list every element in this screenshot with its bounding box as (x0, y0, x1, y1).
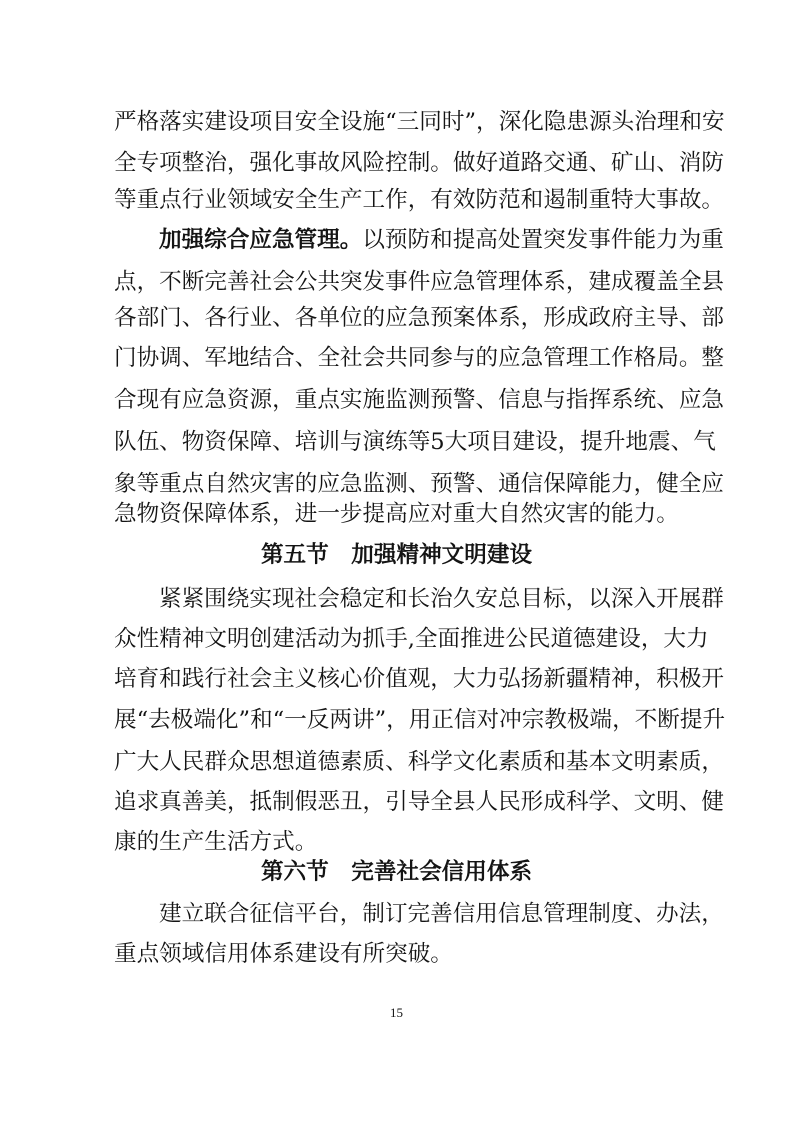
paragraph-line: 重点领域信用体系建设有所突破。 (114, 941, 453, 967)
paragraph-line: 合现有应急资源，重点实施监测预警、信息与指挥系统、应急 (114, 387, 725, 413)
paragraph-line: 象等重点自然灾害的应急监测、预警、通信保障能力，健全应 (114, 471, 725, 497)
paragraph-line: 康的生产生活方式。 (114, 829, 318, 855)
paragraph-line: 培育和践行社会主义核心价值观，大力弘扬新疆精神，积极开 (114, 666, 725, 692)
paragraph-line: 众性精神文明创建活动为抓手,全面推进公民道德建设，大力 (114, 626, 709, 652)
paragraph-line: 门协调、军地结合、全社会共同参与的应急管理工作格局。整 (114, 345, 725, 371)
paragraph-line: 追求真善美，抵制假恶丑，引导全县人民形成科学、文明、健 (114, 789, 725, 815)
paragraph-line: 展“去极端化”和“一反两讲”，用正信对冲宗教极端，不断提升 (114, 707, 726, 733)
paragraph-line: 急物资保障体系，进一步提高应对重大自然灾害的能力。 (114, 501, 679, 527)
paragraph-line: 广大人民群众思想道德素质、科学文化素质和基本文明素质， (114, 749, 725, 775)
paragraph-line: 各部门、各行业、各单位的应急预案体系，形成政府主导、部 (114, 305, 725, 331)
section-heading: 第六节 完善社会信用体系 (260, 859, 533, 885)
page-number: 15 (390, 1005, 403, 1020)
paragraph-line: 全专项整治，强化事故风险控制。做好道路交通、矿山、消防 (114, 150, 725, 176)
paragraph-line-rest: 以预防和提高处置突发事件能力为重 (362, 227, 724, 253)
paragraph-line: 严格落实建设项目安全设施“三同时”，深化隐患源头治理和安 (114, 109, 725, 135)
paragraph-line: 队伍、物资保障、培训与演练等5大项目建设，提升地震、气 (114, 429, 716, 455)
paragraph-first-line (159, 220, 724, 260)
paragraph-line: 等重点行业领域安全生产工作，有效防范和遏制重特大事故。 (114, 187, 725, 213)
section-heading: 第五节 加强精神文明建设 (260, 542, 533, 568)
paragraph-line: 点，不断完善社会公共突发事件应急管理体系，建成覆盖全县 (114, 269, 725, 295)
paragraph-first-line: 紧紧围绕实现社会稳定和长治久安总目标，以深入开展群 (159, 586, 724, 612)
paragraph-lead-bold: 加强综合应急管理。 (159, 227, 363, 253)
paragraph-first-line: 建立联合征信平台，制订完善信用信息管理制度、办法， (159, 901, 724, 927)
